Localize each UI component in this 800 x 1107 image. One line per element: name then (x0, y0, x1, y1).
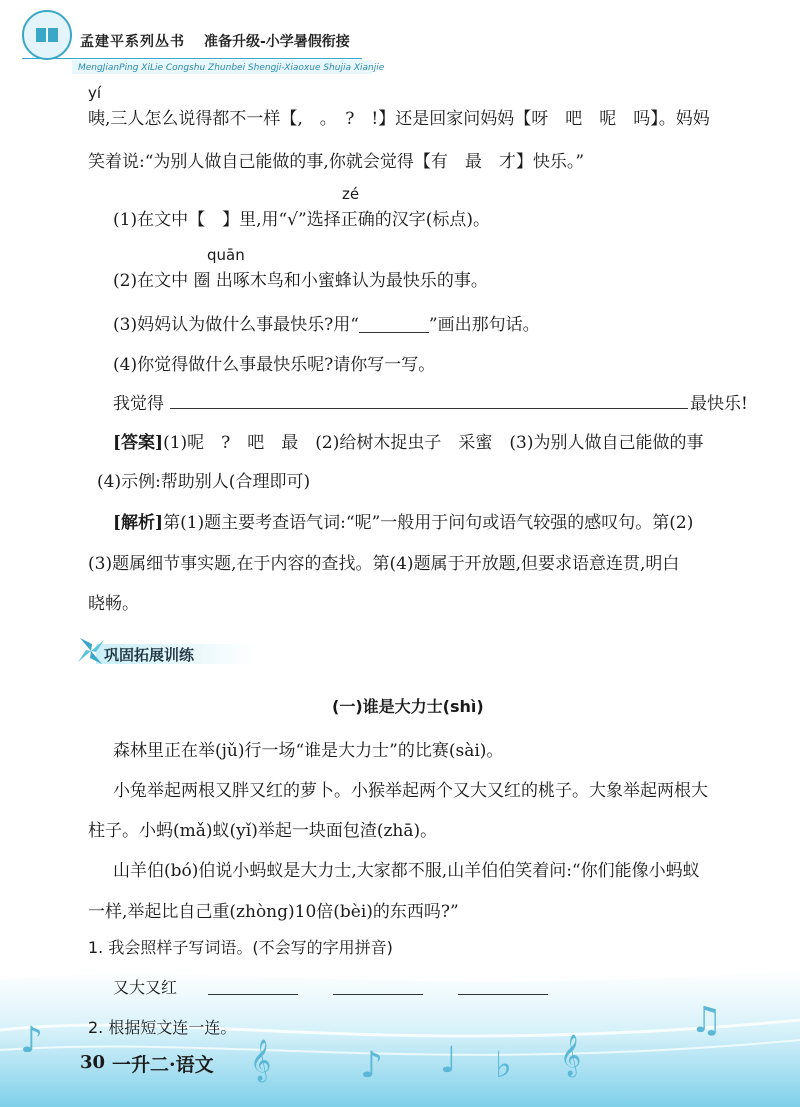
question-3 (113, 310, 540, 335)
exercise-1-blank-2[interactable] (333, 994, 423, 995)
pinyin-ze: zé (342, 185, 360, 203)
book-icon (32, 20, 62, 50)
section-banner: 巩固拓展训练 (104, 646, 195, 664)
analysis-line-3: 晓畅。 (88, 594, 139, 614)
question-3-blank (359, 318, 429, 333)
question-3a: (3)妈妈认为做什么事最快乐?用“ (113, 315, 359, 335)
story-paragraph-3-line-1: 山羊伯(bó)伯说小蚂蚁是大力士,大家都不服,山羊伯伯笑着问:“你们能像小蚂蚁 (113, 861, 700, 881)
music-note-icon: ♪ (360, 1045, 383, 1086)
pinyin-quan: quān (207, 246, 245, 264)
pinyin-yi: yí (88, 84, 102, 102)
question-2: (2)在文中 圈 出啄木鸟和小蜜蜂认为最快乐的事。 (113, 271, 488, 291)
exercise-1: 1. 我会照样子写词语。(不会写的字用拼音) (88, 938, 393, 957)
question-4-prefix: 我觉得 (113, 394, 164, 414)
passage-line-1a: 咦,三人怎么说得都不一样【 (88, 109, 298, 129)
analysis-line-1 (113, 508, 693, 533)
question-3b: ”画出那句话。 (428, 315, 540, 335)
question-1: (1)在文中【 】里,用“√”选择正确的汉字(标点)。 (113, 210, 490, 230)
question-4: (4)你觉得做什么事最快乐呢?请你写一写。 (113, 355, 436, 375)
question-4-suffix: 最快乐! (690, 394, 748, 414)
exercise-2: 2. 根据短文连一连。 (88, 1018, 237, 1037)
logo-icon (22, 10, 72, 60)
header-divider (22, 58, 362, 59)
page-number: 30 (80, 1052, 106, 1073)
story-paragraph-3-line-2: 一样,举起比自己重(zhòng)10倍(bèi)的东西吗?” (88, 902, 459, 922)
analysis-text-1: 第(1)题主要考查语气词:“呢”一般用于问句或语气较强的感叹句。第(2) (163, 513, 694, 533)
question-4-answer-line[interactable] (170, 408, 688, 409)
music-note-icon: ♫ (690, 1000, 723, 1041)
answer-line-2: (4)示例:帮助别人(合理即可) (97, 472, 311, 492)
analysis-line-2: (3)题属细节事实题,在于内容的查找。第(4)题属于开放题,但要求语意连贯,明白 (88, 554, 680, 574)
music-note-icon: 𝄞 (250, 1040, 272, 1081)
answer-text-1: (1)呢 ? 吧 最 (2)给树木捉虫子 采蜜 (3)为别人做自己能做的事 (163, 433, 704, 453)
music-note-icon: ♩ (440, 1040, 457, 1081)
exercise-1-blank-1[interactable] (208, 994, 298, 995)
answer-tag: [答案] (113, 433, 164, 453)
music-note-icon: ♭ (495, 1045, 512, 1086)
exercise-1-blank-3[interactable] (458, 994, 548, 995)
story-paragraph-1: 森林里正在举(jǔ)行一场“谁是大力士”的比赛(sài)。 (113, 741, 504, 761)
passage-line-1b: , 。 ? !】还是回家问妈妈【呀 吧 呢 吗】。妈妈 (297, 109, 710, 129)
story-title: (一)谁是大力士(shì) (332, 697, 484, 716)
header-series: 孟建平系列丛书 (80, 34, 185, 50)
music-note-icon: ♪ (20, 1020, 43, 1061)
footer-label: 一升二·语文 (112, 1054, 214, 1076)
music-note-icon: 𝄞 (560, 1035, 582, 1076)
exercise-1-example: 又大又红 (113, 978, 178, 997)
header-pinyin: MengJianPing XiLie Congshu Zhunbei Shengji-Xiaoxue Shujia Xianjie (78, 63, 385, 73)
passage-line-2: 笑着说:“为别人做自己能做的事,你就会觉得【有 最 才】快乐。” (88, 152, 585, 172)
pinwheel-icon (76, 634, 106, 668)
answer-line-1 (113, 428, 703, 453)
header-title: 准备升级-小学暑假衔接 (204, 34, 350, 50)
story-paragraph-2-line-1: 小兔举起两根又胖又红的萝卜。小猴举起两个又大又红的桃子。大象举起两根大 (113, 781, 708, 801)
passage-line-1 (88, 104, 710, 129)
story-paragraph-2-line-2: 柱子。小蚂(mǎ)蚁(yǐ)举起一块面包渣(zhā)。 (88, 821, 438, 841)
analysis-tag: [解析] (113, 513, 164, 533)
